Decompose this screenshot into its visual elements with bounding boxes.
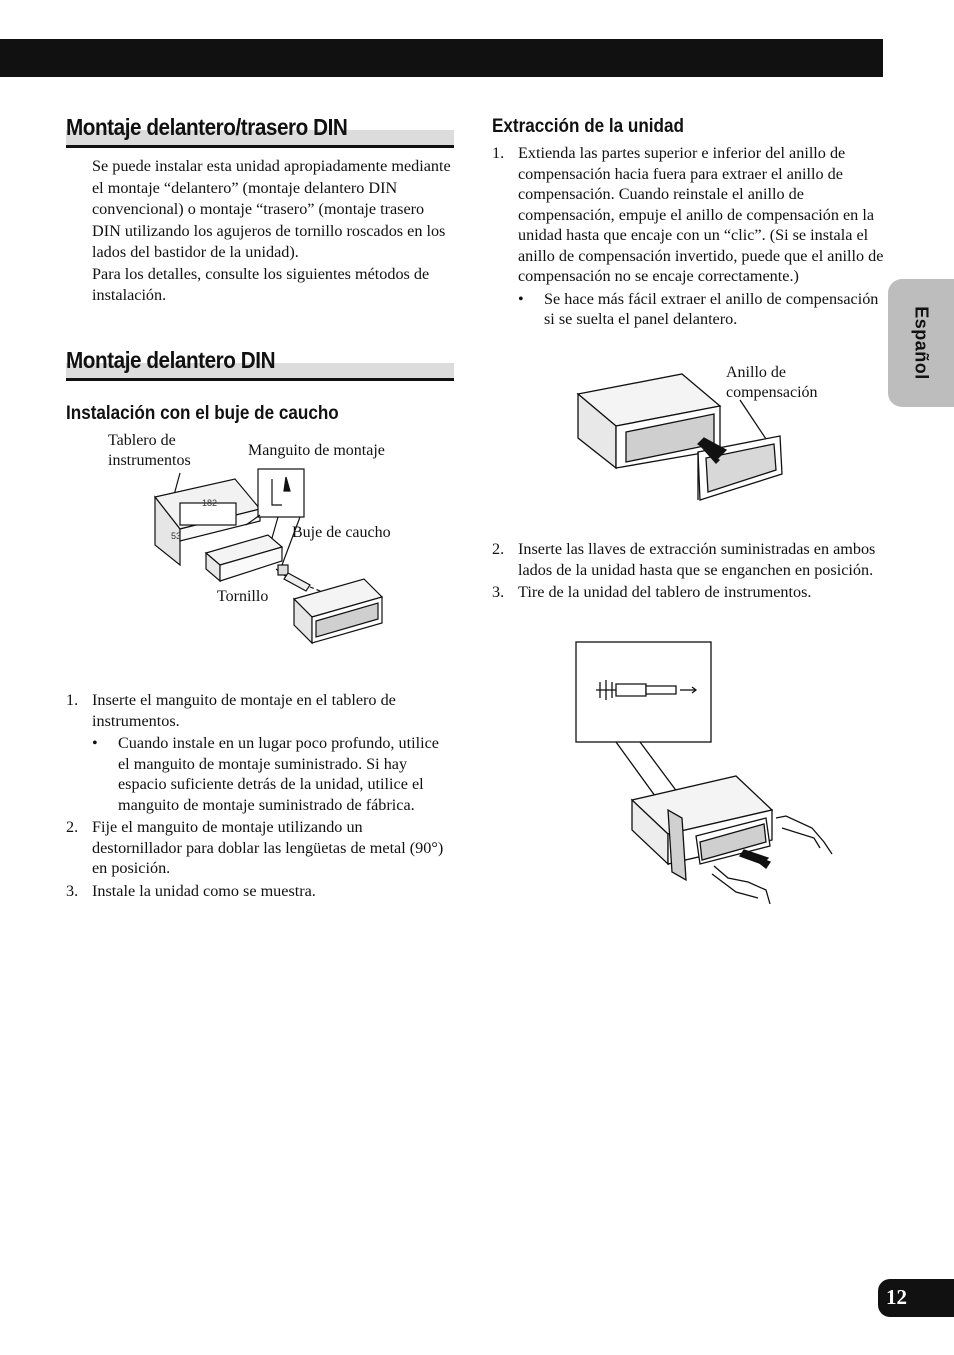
page-number-badge <box>878 1279 954 1317</box>
list-item <box>66 690 454 731</box>
label-dashboard: Tablero de instrumentos <box>108 432 191 469</box>
step-number: 1. <box>492 144 505 162</box>
bullet-marker: • <box>518 289 524 308</box>
page-number: 12 <box>886 1285 907 1309</box>
intro-text <box>92 156 454 307</box>
intro-paragraph: Se puede instalar esta unidad apropiadamente mediante el montaje “delantero” (montaje delantero DIN convencional) o montaje “trasero” (montaje trasero DIN utilizando los agujeros de tornillo roscados en los lados del bastidor de la unidad). <box>92 157 451 261</box>
bullet-item <box>92 733 454 815</box>
marking-53: 53 <box>171 531 182 541</box>
label-ring: Anillo de compensación <box>726 364 818 401</box>
step-number: 3. <box>492 583 505 601</box>
section-title: Montaje delantero/trasero DIN <box>66 114 348 140</box>
list-item <box>66 881 454 902</box>
step-number: 2. <box>492 540 505 558</box>
section-title: Montaje delantero DIN <box>66 347 276 373</box>
label-sleeve: Manguito de montaje <box>248 442 385 459</box>
bullet-text: Cuando instale en un lugar poco profundo, utilice el manguito de montaje suministrado. Si hay espacio suficiente detrás de la unidad, utilice el manguito de montaje suministrado de fábrica. <box>118 734 439 814</box>
step-text: Instale la unidad como se muestra. <box>92 881 316 900</box>
marking-182: 182 <box>202 498 218 508</box>
install-steps <box>66 690 454 903</box>
step-text: Inserte las llaves de extracción suministradas en ambos lados de la unidad hasta que se enganchen en posición. <box>518 540 876 579</box>
list-item <box>492 582 884 603</box>
bullet-item <box>518 289 884 330</box>
step-text: Fije el manguito de montaje utilizando un destornillador para doblar las lengüetas de metal (90°) en posición. <box>92 818 444 877</box>
step-number: 2. <box>66 818 79 836</box>
section-heading-front-din <box>66 347 454 383</box>
step-text: Inserte el manguito de montaje en el tablero de instrumentos. <box>92 691 396 730</box>
step-number: 1. <box>66 691 79 709</box>
step-text: Tire de la unidad del tablero de instrumentos. <box>518 583 812 601</box>
bullet-marker: • <box>92 734 98 752</box>
step-number: 3. <box>66 881 79 900</box>
intro-paragraph: Para los detalles, consulte los siguientes métodos de instalación. <box>92 264 430 304</box>
removal-steps-2-3 <box>492 539 884 605</box>
step-text: Extienda las partes superior e inferior del anillo de compensación hacia fuera para extraer el anillo de compensación. Cuando reinstale el anillo de compensación, empuje el anillo de compensación en la unidad hasta que encaje con un “clic”. (Si se instala el anillo de compensación invertido, puede que el anillo de compensación no se encaje correctamente.) <box>518 144 884 285</box>
installation-diagram <box>150 465 390 655</box>
unit-extraction-diagram <box>576 642 841 904</box>
bullet-text: Se hace más fácil extraer el anillo de compensación si se suelta el panel delantero. <box>544 289 879 328</box>
list-item <box>66 817 454 879</box>
subsection-title: Extracción de la unidad <box>492 116 684 137</box>
header-bar <box>0 39 883 77</box>
language-tab <box>888 279 954 407</box>
label-bushing: Buje de caucho <box>292 524 391 541</box>
section-heading-front-rear <box>66 114 454 150</box>
language-tab-label: Español <box>911 306 932 380</box>
list-item <box>492 143 884 287</box>
list-item <box>492 539 884 580</box>
subsection-title: Instalación con el buje de caucho <box>66 403 339 424</box>
label-screw: Tornillo <box>217 588 269 605</box>
removal-step-1 <box>492 143 884 332</box>
ring-removal-diagram <box>570 370 810 520</box>
